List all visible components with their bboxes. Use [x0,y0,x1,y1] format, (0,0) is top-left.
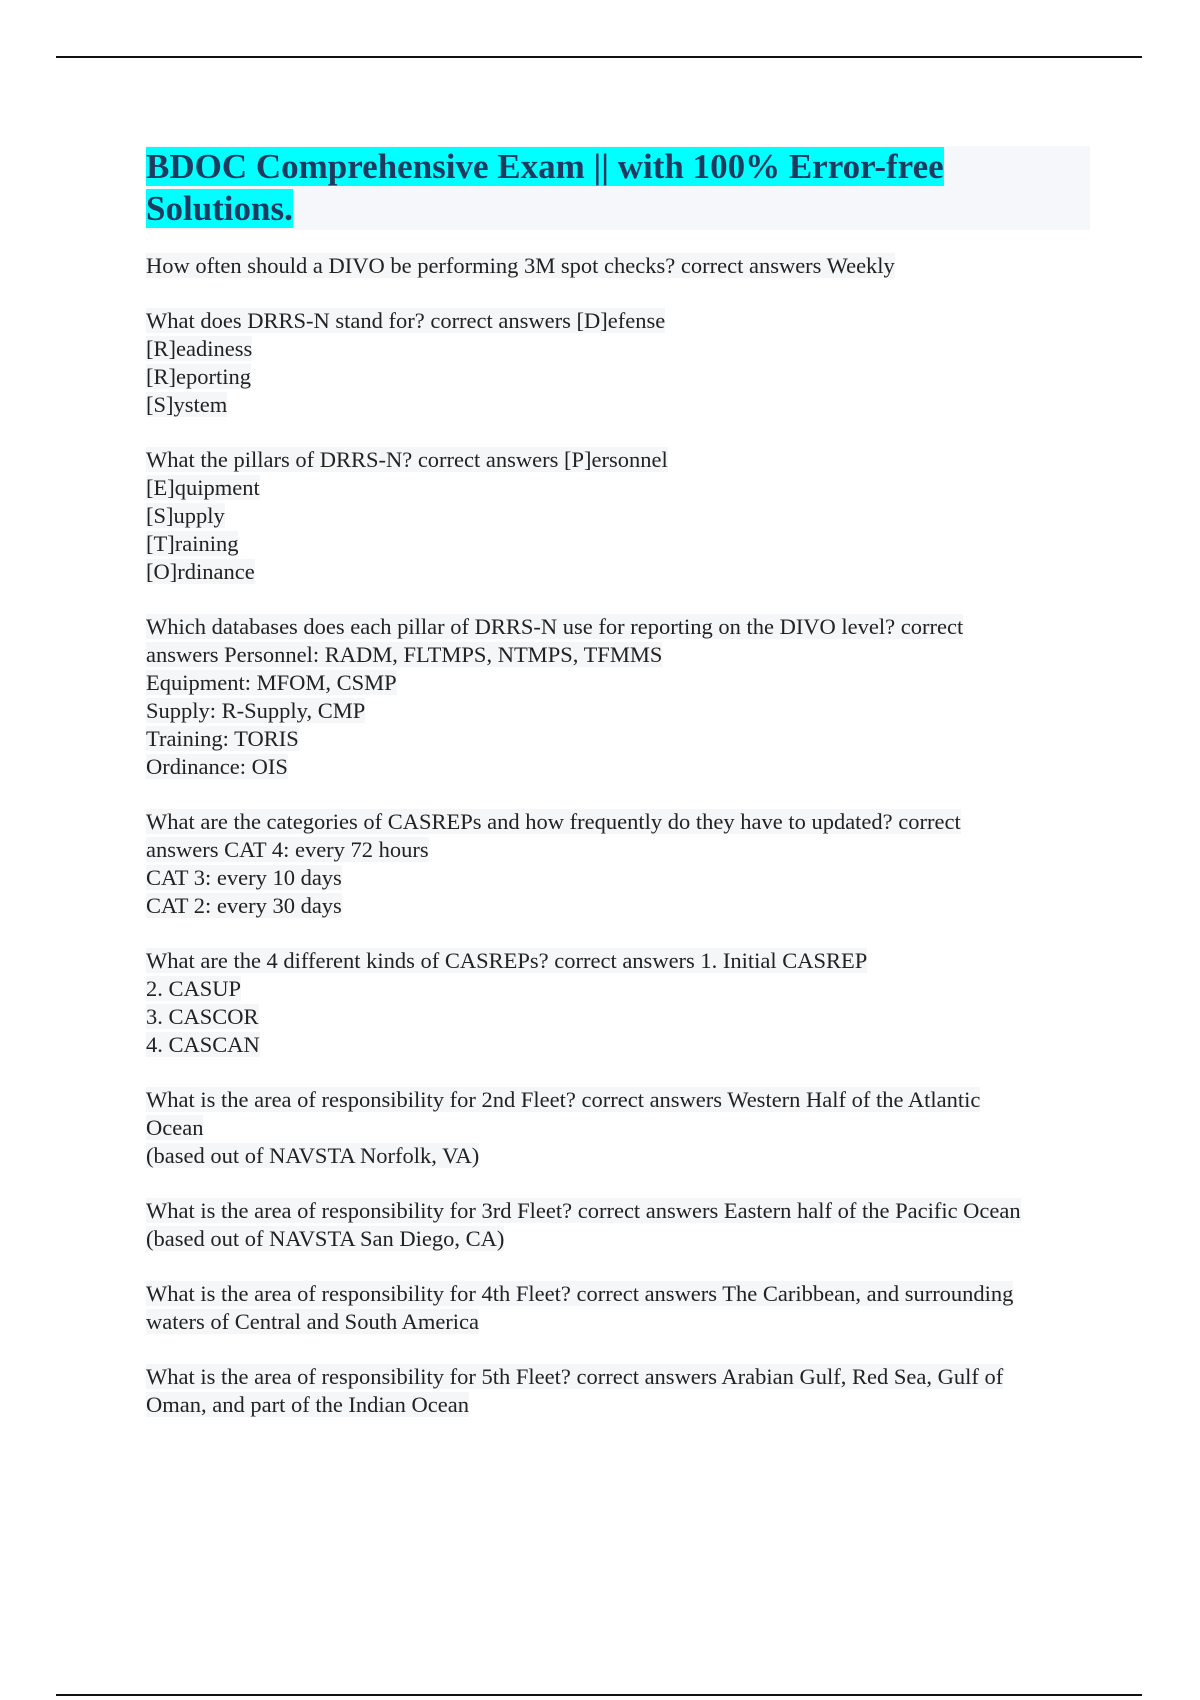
qa-line-text: (based out of NAVSTA San Diego, CA) [146,1226,505,1251]
qa-line [146,975,1090,1003]
qa-line [146,391,1090,419]
qa-item [146,1086,1090,1170]
qa-line-text: CAT 3: every 10 days [146,865,342,890]
qa-item [146,1280,1090,1336]
qa-item [146,808,1090,920]
qa-item [146,252,1090,280]
qa-item [146,1197,1090,1253]
qa-line-text: Training: TORIS [146,726,299,751]
qa-line [146,502,1090,530]
qa-line [146,558,1090,586]
qa-line [146,1280,1090,1308]
qa-line [146,641,1090,669]
qa-line [146,697,1090,725]
qa-line [146,474,1090,502]
qa-line [146,1225,1090,1253]
qa-line [146,1197,1090,1225]
qa-item [146,446,1090,586]
qa-line [146,892,1090,920]
qa-line-text: 2. CASUP [146,976,242,1001]
bottom-rule [56,1694,1142,1696]
qa-line [146,947,1090,975]
qa-line [146,864,1090,892]
qa-line-text: Oman, and part of the Indian Ocean [146,1392,469,1417]
qa-item [146,1363,1090,1419]
document-title [146,146,1090,230]
qa-line-text: (based out of NAVSTA Norfolk, VA) [146,1143,480,1168]
qa-line-text: What are the 4 different kinds of CASREPs? correct answers 1. Initial CASREP [146,948,868,973]
qa-line-text: [O]rdinance [146,559,255,584]
qa-line [146,1003,1090,1031]
document-body [146,146,1090,1446]
qa-list [146,252,1090,1419]
qa-line-text: [E]quipment [146,475,260,500]
qa-line-text: [R]eporting [146,364,251,389]
qa-line [146,1086,1090,1114]
top-rule [56,56,1142,58]
qa-line [146,1114,1090,1142]
qa-line [146,836,1090,864]
title-line-2: Solutions. [146,189,293,228]
qa-line-text: Ocean [146,1115,204,1140]
qa-line [146,1142,1090,1170]
qa-line-text: 4. CASCAN [146,1032,260,1057]
qa-line-text: [S]ystem [146,392,228,417]
qa-line-text: Ordinance: OIS [146,754,288,779]
qa-line [146,1308,1090,1336]
qa-line-text: Which databases does each pillar of DRRS-N use for reporting on the DIVO level? correct [146,614,964,639]
qa-line [146,446,1090,474]
title-line-1: BDOC Comprehensive Exam || with 100% Error-free [146,147,944,186]
qa-line-text: Supply: R-Supply, CMP [146,698,366,723]
qa-line-text: [R]eadiness [146,336,253,361]
qa-line [146,1391,1090,1419]
qa-line [146,530,1090,558]
qa-line [146,753,1090,781]
qa-line-text: 3. CASCOR [146,1004,259,1029]
qa-line [146,363,1090,391]
qa-line-text: waters of Central and South America [146,1309,480,1334]
qa-line-text: What the pillars of DRRS-N? correct answers [P]ersonnel [146,447,668,472]
qa-item [146,947,1090,1059]
qa-line-text: answers Personnel: RADM, FLTMPS, NTMPS, TFMMS [146,642,663,667]
qa-line [146,252,1090,280]
qa-line-text: What is the area of responsibility for 5th Fleet? correct answers Arabian Gulf, Red Sea, Gulf of [146,1364,1004,1389]
qa-line [146,669,1090,697]
qa-line [146,808,1090,836]
qa-line-text: [T]raining [146,531,239,556]
qa-line-text: What is the area of responsibility for 4th Fleet? correct answers The Caribbean, and surrounding [146,1281,1014,1306]
qa-line-text: Equipment: MFOM, CSMP [146,670,397,695]
qa-line-text: What are the categories of CASREPs and how frequently do they have to updated? correct [146,809,961,834]
qa-line-text: CAT 2: every 30 days [146,893,342,918]
qa-line [146,307,1090,335]
qa-line-text: What does DRRS-N stand for? correct answers [D]efense [146,308,666,333]
qa-line [146,1363,1090,1391]
qa-line-text: What is the area of responsibility for 2nd Fleet? correct answers Western Half of the Atlantic [146,1087,981,1112]
qa-item [146,307,1090,419]
qa-line-text: [S]upply [146,503,225,528]
qa-line [146,335,1090,363]
qa-line [146,613,1090,641]
qa-line [146,725,1090,753]
qa-line [146,1031,1090,1059]
title-block [146,146,1090,230]
qa-line-text: What is the area of responsibility for 3rd Fleet? correct answers Eastern half of the Pacific Ocean [146,1198,1021,1223]
qa-line-text: answers CAT 4: every 72 hours [146,837,429,862]
qa-item [146,613,1090,781]
qa-line-text: How often should a DIVO be performing 3M spot checks? correct answers Weekly [146,253,895,278]
